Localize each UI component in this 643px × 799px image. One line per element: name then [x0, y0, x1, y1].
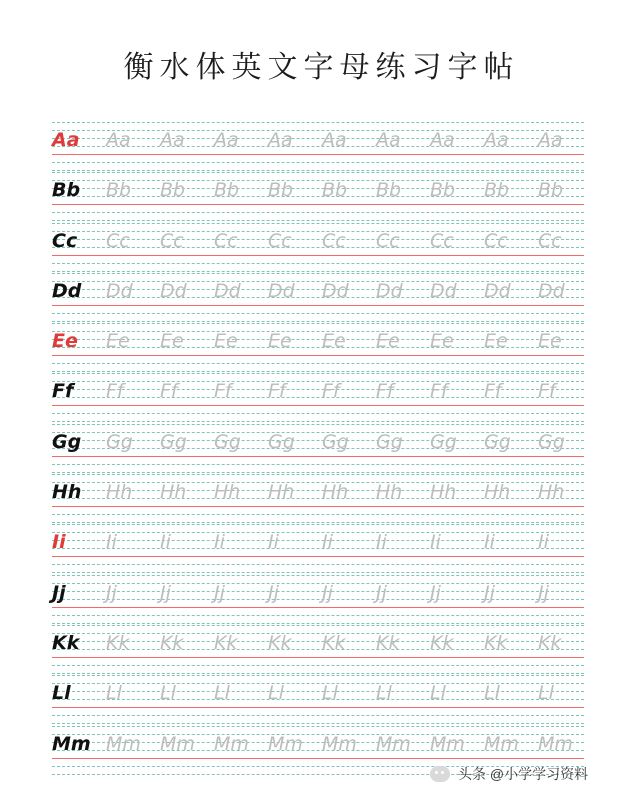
guide-line [52, 162, 584, 163]
tracing-letter: Hh [214, 481, 241, 504]
baseline [52, 607, 584, 608]
tracing-letter: Ee [106, 330, 130, 353]
tracing-letter: Hh [484, 481, 511, 504]
guide-line [52, 615, 584, 616]
tracing-letter: Ee [538, 330, 562, 353]
tracing-letter: Aa [160, 129, 185, 151]
tracing-letter: Ll [376, 682, 392, 705]
tracing-letter: Cc [106, 229, 130, 252]
letter-row [52, 373, 584, 423]
model-letter: Ii [52, 531, 66, 554]
tracing-letter: Mm [376, 732, 411, 755]
tracing-letter: Ee [160, 330, 184, 353]
tracing-letter: Jj [430, 581, 441, 604]
guide-line [52, 464, 584, 465]
tracing-letter: Gg [214, 430, 241, 453]
letter-row [52, 675, 584, 725]
tracing-letter: Cc [538, 229, 562, 252]
tracing-letter: Aa [214, 129, 239, 151]
letter-row [52, 575, 584, 625]
tracing-letter: Kk [430, 631, 454, 654]
tracing-letter: Cc [160, 229, 184, 252]
model-letter: Cc [52, 229, 78, 252]
tracing-letter: Kk [538, 631, 562, 654]
model-letter: Bb [52, 179, 81, 202]
letter-row [52, 424, 584, 474]
letter-row [52, 625, 584, 675]
tracing-letter: Ee [376, 330, 400, 353]
guide-line [52, 673, 584, 674]
tracing-letter: Kk [160, 631, 184, 654]
baseline [52, 556, 584, 557]
tracing-letter: Ee [268, 330, 292, 353]
tracing-letter: Mm [538, 732, 573, 755]
guide-line [52, 313, 584, 314]
tracing-letter: Hh [106, 481, 133, 504]
tracing-letter: Bb [376, 179, 402, 202]
tracing-letter: Dd [106, 279, 133, 302]
tracing-letter: Aa [268, 129, 293, 151]
tracing-letter: Ll [214, 682, 230, 705]
baseline [52, 506, 584, 507]
tracing-letter: Gg [484, 430, 511, 453]
tracing-letter: Ee [214, 330, 238, 353]
tracing-letter: Ii [376, 531, 387, 554]
tracing-letter: Gg [430, 430, 457, 453]
tracing-letter: Cc [484, 229, 508, 252]
tracing-letter: Gg [376, 430, 403, 453]
model-letter: Ee [52, 330, 78, 353]
tracing-letter: Cc [322, 229, 346, 252]
guide-line [52, 273, 584, 274]
guide-line [52, 172, 584, 173]
model-letter: Mm [52, 732, 91, 755]
tracing-letter: Gg [538, 430, 565, 453]
tracing-letter: Mm [268, 732, 303, 755]
tracing-letter: Mm [484, 732, 519, 755]
tracing-letter: Ff [322, 380, 340, 403]
model-letter: Ff [52, 380, 74, 403]
tracing-letter: Ff [106, 380, 124, 403]
tracing-letter: Mm [106, 732, 141, 755]
letter-row [52, 524, 584, 574]
guide-line [52, 321, 584, 322]
tracing-letter: Aa [106, 129, 131, 151]
letter-row [52, 323, 584, 373]
guide-line [52, 665, 584, 666]
tracing-letter: Ii [322, 531, 333, 554]
tracing-letter: Ii [268, 531, 279, 554]
tracing-letter: Kk [322, 631, 346, 654]
tracing-letter: Gg [160, 430, 187, 453]
model-letter: Hh [52, 481, 82, 504]
tracing-letter: Jj [484, 581, 495, 604]
tracing-letter: Ff [268, 380, 286, 403]
model-letter: Dd [52, 279, 82, 302]
tracing-letter: Ll [268, 682, 284, 705]
tracing-letter: Aa [484, 129, 509, 151]
tracing-letter: Hh [268, 481, 295, 504]
tracing-letter: Bb [268, 179, 294, 202]
guide-line [52, 263, 584, 264]
tracing-letter: Dd [484, 279, 511, 302]
guide-line [52, 170, 584, 171]
guide-line [52, 424, 584, 425]
tracing-letter: Dd [322, 279, 349, 302]
letter-row [52, 273, 584, 323]
guide-line [52, 575, 584, 576]
letter-row [52, 122, 584, 172]
tracing-letter: Ff [430, 380, 448, 403]
tracing-letter: Kk [106, 631, 130, 654]
tracing-letter: Gg [106, 430, 133, 453]
baseline [52, 657, 584, 658]
tracing-letter: Hh [376, 481, 403, 504]
watermark [430, 759, 630, 789]
tracing-letter: Ii [214, 531, 225, 554]
tracing-letter: Ii [160, 531, 171, 554]
baseline [52, 255, 584, 256]
tracing-letter: Ee [430, 330, 454, 353]
guide-line [52, 522, 584, 523]
practice-sheet [52, 122, 584, 776]
tracing-letter: Mm [430, 732, 465, 755]
tracing-letter: Ee [322, 330, 346, 353]
tracing-letter: Hh [322, 481, 349, 504]
model-letter: Ll [52, 682, 71, 705]
guide-line [52, 524, 584, 525]
tracing-letter: Kk [268, 631, 292, 654]
guide-line [52, 323, 584, 324]
tracing-letter: Dd [376, 279, 403, 302]
tracing-letter: Dd [268, 279, 295, 302]
wechat-logo-icon [430, 766, 450, 782]
letter-row [52, 223, 584, 273]
tracing-letter: Bb [214, 179, 240, 202]
tracing-letter: Ii [106, 531, 117, 554]
tracing-letter: Aa [322, 129, 347, 151]
model-letter: Kk [52, 631, 80, 654]
guide-line [52, 220, 584, 221]
guide-line [52, 723, 584, 724]
model-letter: Jj [52, 581, 66, 604]
tracing-letter: Aa [430, 129, 455, 151]
tracing-letter: Ll [160, 682, 176, 705]
guide-line [52, 675, 584, 676]
baseline [52, 305, 584, 306]
tracing-letter: Jj [106, 581, 117, 604]
tracing-letter: Ff [376, 380, 394, 403]
tracing-letter: Kk [484, 631, 508, 654]
tracing-letter: Mm [160, 732, 195, 755]
baseline [52, 456, 584, 457]
model-letter: Aa [52, 129, 80, 151]
tracing-letter: Ii [538, 531, 549, 554]
guide-line [52, 623, 584, 624]
tracing-letter: Hh [160, 481, 187, 504]
guide-line [52, 363, 584, 364]
tracing-letter: Gg [322, 430, 349, 453]
tracing-letter: Ff [160, 380, 178, 403]
tracing-letter: Aa [538, 129, 563, 151]
guide-line [52, 373, 584, 374]
tracing-letter: Jj [214, 581, 225, 604]
model-letter: Gg [52, 430, 82, 453]
tracing-letter: Dd [160, 279, 187, 302]
tracing-letter: Kk [214, 631, 238, 654]
tracing-letter: Jj [322, 581, 333, 604]
tracing-letter: Ff [484, 380, 502, 403]
tracing-letter: Hh [538, 481, 565, 504]
guide-line [52, 474, 584, 475]
tracing-letter: Ll [106, 682, 122, 705]
tracing-letter: Cc [376, 229, 400, 252]
tracing-letter: Bb [538, 179, 564, 202]
tracing-letter: Ff [538, 380, 556, 403]
tracing-letter: Ee [484, 330, 508, 353]
guide-line [52, 122, 584, 123]
guide-line [52, 212, 584, 213]
tracing-letter: Jj [268, 581, 279, 604]
tracing-letter: Mm [322, 732, 357, 755]
guide-line [52, 726, 584, 727]
letter-row [52, 172, 584, 222]
page-title: 衡水体英文字母练习字帖 [123, 50, 520, 85]
tracing-letter: Hh [430, 481, 457, 504]
guide-line [52, 472, 584, 473]
tracing-letter: Aa [376, 129, 401, 151]
tracing-letter: Cc [430, 229, 454, 252]
guide-line [52, 223, 584, 224]
tracing-letter: Jj [376, 581, 387, 604]
letter-row [52, 474, 584, 524]
tracing-letter: Dd [430, 279, 457, 302]
tracing-letter: Dd [214, 279, 241, 302]
baseline [52, 204, 584, 205]
tracing-letter: Jj [160, 581, 171, 604]
tracing-letter: Bb [106, 179, 132, 202]
guide-line [52, 572, 584, 573]
guide-line [52, 271, 584, 272]
tracing-letter: Cc [268, 229, 292, 252]
tracing-letter: Bb [322, 179, 348, 202]
watermark-text: 头条 @小学学习资料 [458, 766, 589, 782]
tracing-letter: Cc [214, 229, 238, 252]
tracing-letter: Ll [538, 682, 554, 705]
tracing-letter: Ii [484, 531, 495, 554]
tracing-letter: Mm [214, 732, 249, 755]
baseline [52, 707, 584, 708]
tracing-letter: Dd [538, 279, 565, 302]
tracing-letter: Gg [268, 430, 295, 453]
guide-line [52, 413, 584, 414]
guide-line [52, 514, 584, 515]
baseline [52, 355, 584, 356]
tracing-letter: Ll [322, 682, 338, 705]
tracing-letter: Ff [214, 380, 232, 403]
guide-line [52, 371, 584, 372]
guide-line [52, 715, 584, 716]
tracing-letter: Bb [484, 179, 510, 202]
tracing-letter: Ll [484, 682, 500, 705]
baseline [52, 405, 584, 406]
guide-line [52, 564, 584, 565]
tracing-letter: Kk [376, 631, 400, 654]
tracing-letter: Jj [538, 581, 549, 604]
guide-line [52, 421, 584, 422]
tracing-letter: Bb [160, 179, 186, 202]
guide-line [52, 625, 584, 626]
tracing-letter: Bb [430, 179, 456, 202]
baseline [52, 154, 584, 155]
tracing-letter: Ll [430, 682, 446, 705]
tracing-letter: Ii [430, 531, 441, 554]
